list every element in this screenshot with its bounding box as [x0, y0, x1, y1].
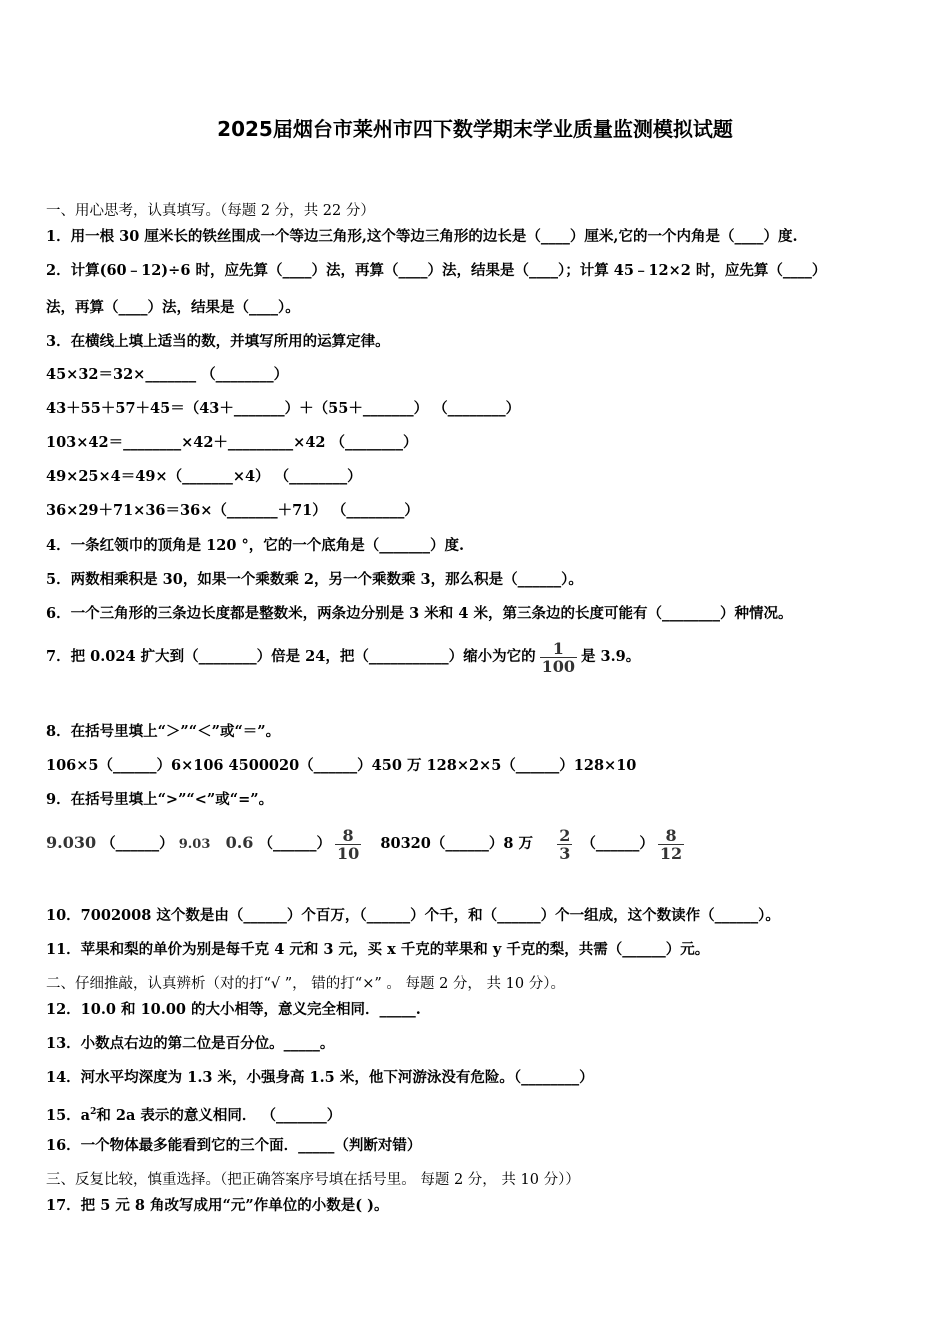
question-3-item-1: 45×32＝32×_______ （________） [46, 366, 289, 383]
answer-blank: （______） [258, 835, 331, 852]
question-14: 14．河水平均深度为 1.3 米，小强身高 1.5 米，他下河游泳没有危险。（________） [46, 1069, 594, 1086]
answer-blank: （______） [101, 835, 174, 852]
question-15 [46, 1102, 341, 1126]
question-3-item-4: 49×25×4＝49×（_______×4） （________） [46, 468, 362, 485]
question-17: 17．把 5 元 8 角改写成用“元”作单位的小数是( )。 [46, 1197, 389, 1214]
question-8-items: 106×5（______）6×106 4500020（______）450 万 128×2×5（______）128×10 [46, 757, 637, 774]
fraction-denominator: 12 [659, 843, 683, 863]
question-3-item-3: 103×42＝________×42＋_________×42 （________） [46, 434, 418, 451]
fraction-1-over-100 [540, 640, 577, 675]
fraction-8-over-10 [335, 827, 361, 862]
question-16: 16．一个物体最多能看到它的三个面．_____（判断对错） [46, 1137, 422, 1154]
fraction-denominator: 10 [336, 843, 360, 863]
section-3-heading: 三、反复比较，慎重选择。（把正确答案序号填在括号里。 每题 2 分， 共 10 分）） [46, 1172, 580, 1188]
question-1: 1．用一根 30 厘米长的铁丝围成一个等边三角形,这个等边三角形的边长是（____）厘米,它的一个内角是（____）度. [46, 228, 798, 245]
answer-blank: （______） [581, 835, 654, 852]
value-9-03: 9.03 [178, 837, 211, 852]
fraction-denominator: 100 [541, 656, 575, 676]
fraction-8-over-12 [658, 827, 684, 862]
question-7 [46, 638, 640, 676]
value-0-6: 0.6 [225, 833, 254, 852]
question-6: 6．一个三角形的三条边长度都是整数米，两条边分别是 3 米和 4 米，第三条边的长度可能有（________）种情况。 [46, 605, 793, 622]
question-9: 9．在括号里填上“>”“<”或“=”。 [46, 791, 274, 808]
value-9-030: 9.030 [46, 833, 97, 852]
fraction-numerator: 8 [342, 825, 354, 845]
question-5: 5．两数相乘积是 30，如果一个乘数乘 2，另一个乘数乘 3，那么积是（______）。 [46, 571, 583, 588]
question-10: 10．7002008 这个数是由（______）个百万，（______）个千，和（______）个一组成，这个数读作（______）。 [46, 907, 780, 924]
question-7-text-end: 是 3.9。 [580, 648, 641, 665]
fraction-numerator: 1 [552, 638, 564, 658]
question-3-item-2: 43＋55＋57＋45＝（43＋_______）＋（55＋_______） （________） [46, 400, 521, 417]
question-15-start: 15．a [46, 1106, 91, 1124]
question-4: 4．一条红领巾的顶角是 120 °，它的一个底角是（_______）度. [46, 537, 464, 554]
question-13: 13．小数点右边的第二位是百分位。_____。 [46, 1035, 335, 1052]
page-title: 2025届烟台市莱州市四下数学期末学业质量监测模拟试题 [217, 117, 733, 141]
question-9-items [46, 823, 688, 865]
question-11: 11．苹果和梨的单价为别是每千克 4 元和 3 元，买 x 千克的苹果和 y 千克的梨，共需（______）元。 [46, 941, 710, 958]
fraction-denominator: 3 [559, 843, 571, 863]
question-15-end: 和 2a 表示的意义相同． （_______） [96, 1106, 342, 1124]
question-3: 3．在横线上填上适当的数，并填写所用的运算定律。 [46, 333, 390, 350]
exponent: 2 [90, 1107, 97, 1117]
question-3-item-5: 36×29＋71×36＝36×（_______＋71） （________） [46, 502, 419, 519]
question-2-line-1: 2．计算(60﹣12)÷6 时，应先算（____）法，再算（____）法，结果是（____）；计算 45﹣12×2 时，应先算（____） [46, 262, 827, 279]
question-7-text-start: 7．把 0.024 扩大到（________）倍是 24，把（___________）缩小为它的 [46, 648, 536, 665]
question-8: 8．在括号里填上“＞”“＜”或“＝”。 [46, 723, 281, 740]
section-2-heading: 二、仔细推敲，认真辨析（对的打“√ ”， 错的打“×” 。 每题 2 分， 共 10 分）。 [46, 976, 565, 992]
fraction-numerator: 2 [559, 825, 571, 845]
compare-80320: 80320（______）8 万 [380, 835, 533, 852]
question-2-line-2: 法，再算（____）法，结果是（____）。 [46, 299, 300, 316]
fraction-2-over-3 [557, 827, 572, 862]
section-1-heading: 一、用心思考，认真填写。（每题 2 分，共 22 分） [46, 203, 375, 219]
question-12: 12．10.0 和 10.00 的大小相等，意义完全相同．_____. [46, 1001, 421, 1018]
fraction-numerator: 8 [665, 825, 677, 845]
